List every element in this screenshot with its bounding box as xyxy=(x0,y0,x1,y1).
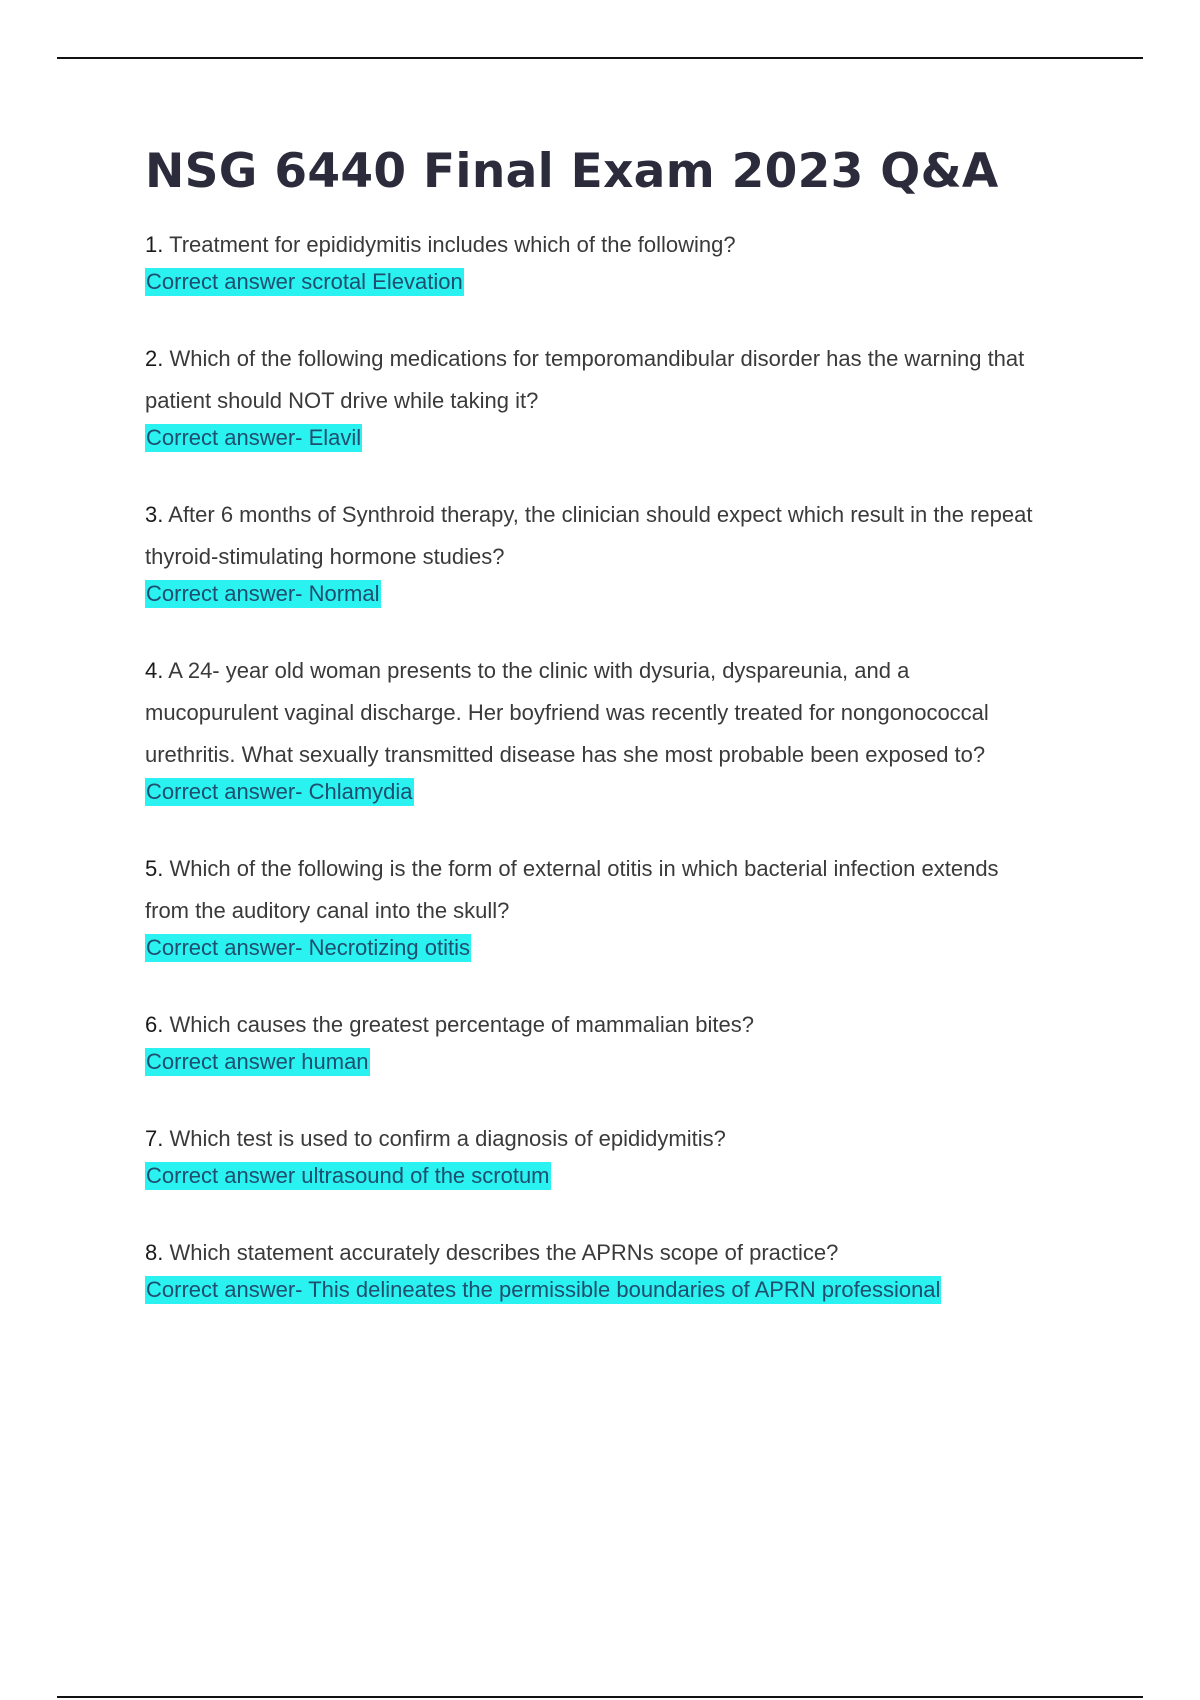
question-number: 2. xyxy=(145,346,164,371)
qa-item xyxy=(145,1004,1045,1076)
answer-highlight: Correct answer- This delineates the permissible boundaries of APRN professional xyxy=(146,1277,941,1302)
question-text xyxy=(145,224,1045,266)
question-body: Which test is used to confirm a diagnosis of epididymitis? xyxy=(169,1126,726,1151)
question-text xyxy=(145,1004,1045,1046)
qa-item xyxy=(145,848,1045,962)
document-title: NSG 6440 Final Exam 2023 Q&A xyxy=(145,144,999,199)
qa-item xyxy=(145,338,1045,452)
qa-item xyxy=(145,650,1045,806)
question-number: 7. xyxy=(145,1126,164,1151)
question-text xyxy=(145,338,1045,422)
question-number: 6. xyxy=(145,1012,164,1037)
answer-highlight: Correct answer- Normal xyxy=(146,581,380,606)
question-number: 8. xyxy=(145,1240,164,1265)
question-number: 1. xyxy=(145,232,164,257)
document-body xyxy=(145,140,1045,1346)
answer-highlight: Correct answer scrotal Elevation xyxy=(146,269,463,294)
question-text xyxy=(145,1118,1045,1160)
answer-highlight: Correct answer human xyxy=(146,1049,369,1074)
question-body: After 6 months of Synthroid therapy, the clinician should expect which result in the repeat thyroid-stimulating hormone studies? xyxy=(145,502,1033,569)
answer-highlight: Correct answer- Necrotizing otitis xyxy=(146,935,470,960)
qa-item xyxy=(145,224,1045,296)
question-number: 5. xyxy=(145,856,164,881)
question-body: Which of the following medications for temporomandibular disorder has the warning that patient should NOT drive while taking it? xyxy=(145,346,1025,413)
question-text xyxy=(145,494,1045,578)
question-text xyxy=(145,1232,1045,1274)
question-body: Which causes the greatest percentage of mammalian bites? xyxy=(169,1012,755,1037)
answer-highlight: Correct answer- Elavil xyxy=(146,425,362,450)
question-body: Which statement accurately describes the APRNs scope of practice? xyxy=(169,1240,839,1265)
question-text xyxy=(145,848,1045,932)
qa-list xyxy=(145,224,1045,1304)
question-body: Which of the following is the form of external otitis in which bacterial infection extends from the auditory canal into the skull? xyxy=(145,856,999,923)
top-rule xyxy=(57,57,1143,59)
answer-highlight: Correct answer ultrasound of the scrotum xyxy=(146,1163,550,1188)
question-number: 3. xyxy=(145,502,164,527)
bottom-rule xyxy=(57,1696,1143,1698)
question-number: 4. xyxy=(145,658,164,683)
answer-highlight: Correct answer- Chlamydia xyxy=(146,779,413,804)
question-body: Treatment for epididymitis includes which of the following? xyxy=(169,232,736,257)
question-text xyxy=(145,650,1045,776)
qa-item xyxy=(145,1232,1045,1304)
qa-item xyxy=(145,1118,1045,1190)
question-body: A 24- year old woman presents to the clinic with dysuria, dyspareunia, and a mucopurulent vaginal discharge. Her boyfriend was recently treated for nongonococcal urethritis. What sexually transmitted disease has she most probable been exposed to? xyxy=(145,658,989,767)
qa-item xyxy=(145,494,1045,608)
